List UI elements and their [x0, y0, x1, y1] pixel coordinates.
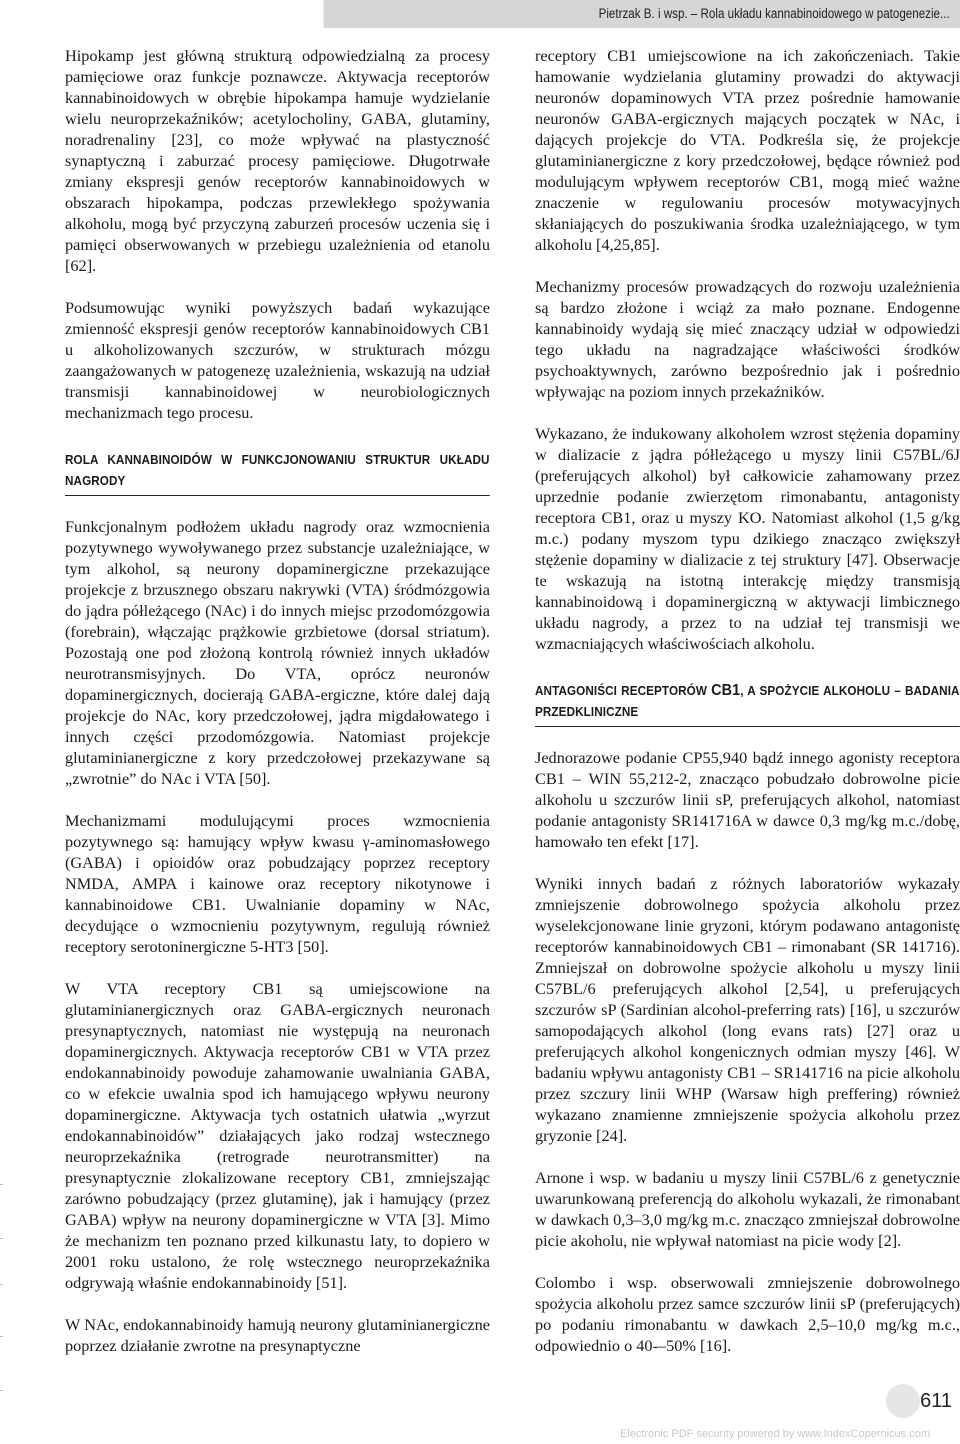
paragraph: Colombo i wsp. obserwowali zmniejszenie dobrowolnego spożycia alkoholu przez samce szczurów linii sP (preferujących) po podaniu rimonabantu w dawkach 2,5–10,0 mg/kg m.c., odpowiednio o 40-–50% [16].	[535, 1273, 960, 1355]
right-column	[535, 45, 960, 1356]
paragraph: Arnone i wsp. w badaniu u myszy linii C57BL/6 z genetycznie uwarunkowaną preferencją do alkoholu wykazali, że rimonabant w dawkach 0,3–3,0 mg/kg m.c. znacząco zmniejszał dobrowolne picie akoholu, nie wpływał natomiast na picie wody [2].	[535, 1168, 960, 1250]
paragraph: Hipokamp jest główną strukturą odpowiedzialną za procesy pamięciowe oraz funkcje poznawcze. Aktywacja receptorów kannabinoidowych w obrębie hipokampa hamuje wydzielanie wielu neuroprzekaźników; acetylocholiny, GABA, glutaminy, noradrenaliny [23], co może wpływać na plastyczność synaptyczną i zaburzać procesy pamięciowe. Długotrwałe zmiany ekspresji genów receptorów kannabinoidowych w obszarach hipokampa, podczas przewlekłego spożywania alkoholu, mogą być przyczyną zaburzeń procesów uczenia się i pamięci obserwowanych w przebiegu uzależnienia od etanolu [62].	[65, 46, 490, 275]
heading-part: CB1	[711, 682, 741, 699]
edge-mark	[0, 1284, 3, 1285]
edge-mark	[0, 1390, 3, 1391]
paragraph: W VTA receptory CB1 są umiejscowione na glutaminianergicznych oraz GABA-ergicznych neuronach presynaptycznych, natomiast nie występują na neuronach dopaminergicznych. Aktywacja receptorów CB1 w VTA przez endokannabinoidy powoduje zahamowanie uwalniania GABA, co w efekcie uwalnia spod ich hamującego wpływu neurony dopaminergiczne. Aktywacja tych ostatnich ułatwia „wyrzut endokannabinoidów” działających jako rodzaj wstecznego neuroprzekaźnika (retrograde neurotransmitter) na presynaptycznie zlokalizowane receptory CB1, zmniejszając zarówno pobudzający (przez glutaminę), jak i hamujący (przez GABA) wpływ na neurony dopaminergiczne w VTA [3]. Mimo że mechanizm ten poznano przed kilkunastu laty, to dopiero w 2001 roku ustalono, że rolę wstecznego neuroprzekaźnika odgrywają właśnie endokannabinoidy [51].	[65, 979, 490, 1292]
heading-part: ANTAGONIŚCI RECEPTORÓW	[535, 683, 712, 698]
section-heading	[535, 680, 960, 727]
running-head: Pietrzak B. i wsp. – Rola układu kannabinoidowego w patogenezie...	[324, 0, 960, 28]
paragraph: Mechanizmami modulującymi proces wzmocnienia pozytywnego są: hamujący wpływ kwasu γ-aminomasłowego (GABA) i opioidów oraz pobudzający poprzez receptory NMDA, AMPA i kainowe oraz receptory nikotynowe i kannabinoidowe CB1. Uwalnianie dopaminy w NAc, decydujące o wzmocnieniu pozytywnym, regulują również receptory serotoninergiczne 5-HT3 [50].	[65, 811, 490, 956]
section-heading: ROLA KANNABINOIDÓW W FUNKCJONOWANIU STRUKTUR UKŁADU NAGRODY	[65, 449, 490, 496]
edge-mark	[0, 1238, 3, 1239]
edge-mark	[0, 1336, 3, 1337]
paragraph: W NAc, endokannabinoidy hamują neurony glutaminianergiczne poprzez działanie zwrotne na presynaptyczne	[65, 1315, 490, 1355]
paragraph: Wyniki innych badań z różnych laboratoriów wykazały zmniejszenie dobrowolnego spożycia alkoholu przez wyselekcjonowane linie gryzoni, którym podawano antagonistę receptorów kannabinoidowych CB1 – rimonabant (SR 141716). Zmniejszał on dobrowolne spożycie alkoholu u myszy linii C57BL/6 preferujących alkohol [2,54], u preferujących szczurów sP (Sardinian alcohol-preferring rats) [16], u szczurów samopodających alkohol (long evans rats) [27] oraz u preferujących alkohol kongenicznych odmian myszy [46]. W badaniu wpływu antagonisty CB1 – SR141716 na picie alkoholu przez szczury linii WHP (Warsaw high preffering) również wykazano znamienne zmniejszenie spożycia alkoholu przez gryzonie [24].	[535, 874, 960, 1145]
paragraph: Podsumowując wyniki powyższych badań wykazujące zmienność ekspresji genów receptorów kannabinoidowych CB1 u alkoholizowanych szczurów, w strukturach mózgu zaangażowanych w patogenezę uzależnienia, wskazują na udział transmisji kannabinoidowej w neurobiologicznych mechanizmach tego procesu.	[65, 298, 490, 422]
paragraph: Jednorazowe podanie CP55,940 bądź innego agonisty receptora CB1 – WIN 55,212-2, znacząco pobudzało dobrowolne picie alkoholu u szczurów linii sP, preferujących alkohol, natomiast podanie antagonisty SR141716A w dawce 0,3 mg/kg m.c./dobę, hamowało ten efekt [17].	[535, 748, 960, 851]
paragraph: Wykazano, że indukowany alkoholem wzrost stężenia dopaminy w dializacie z jądra półleżącego u myszy linii C57BL/6J (preferujących alkohol) był całkowicie zahamowany przez uprzednie podanie zwierzętom rimonabantu, antagonisty receptora CB1, oraz u myszy KO. Natomiast alkohol (1,5 g/kg m.c.) podany myszom typu dzikiego znacząco zwiększył stężenie dopaminy w dializacie z tej struktury [47]. Obserwacje te wskazują na istotną interakcję między transmisją kannabinoidową i dopaminergiczną w aktywacji limbicznego układu nagrody, a przez to na udział tej transmisji we wzmacniających właściwościach alkoholu.	[535, 424, 960, 653]
page-number: 611	[920, 1390, 952, 1412]
left-column	[65, 45, 490, 1356]
watermark: Electronic PDF security powered by www.IndexCopernicus.com	[620, 1428, 930, 1440]
paragraph: Mechanizmy procesów prowadzących do rozwoju uzależnienia są bardzo złożone i wciąż za mało poznane. Endogenne kannabinoidy wydają się mieć znaczący udział w odpowiedzi tego układu na nagradzające właściwości środków psychoaktywnych, zarówno bezpośrednio jak i pośrednio wpływając na poziom innych przekaźników.	[535, 277, 960, 401]
paragraph: Funkcjonalnym podłożem układu nagrody oraz wzmocnienia pozytywnego wywoływanego przez substancje uzależniające, w tym alkohol, są neurony dopaminergiczne przekazujące projekcje z brzusznego obszaru nakrywki (VTA) śródmózgowia do jądra półleżącego (NAc) i do innych miejsc przodomózgowia (forebrain), włączając prążkowie grzbietowe (dorsal striatum). Pozostają one pod złożoną kontrolą również innych układów neurotransmisyjnych. Do VTA, oprócz neuronów dopaminergicznych, docierają GABA-ergiczne, które dalej dają projekcje do NAc, kory przedczołowej, jądra migdałowatego i innych części przodomózgowia. Natomiast projekcje glutaminianergiczne z kory przedczołowej przekazywane są „zwrotnie” do NAc i VTA [50].	[65, 517, 490, 788]
paragraph: receptory CB1 umiejscowione na ich zakończeniach. Takie hamowanie wydzielania glutaminy prowadzi do aktywacji neuronów dopaminowych VTA przez pośrednie hamowanie neuronów GABA-ergicznych mających początek w NAc, i dających projekcje do VTA. Podkreśla się, że projekcje glutaminianergiczne z kory przedczołowej, będące również pod modulującym wpływem receptorów CB1, mogą mieć ważne znaczenie w regulowaniu procesów motywacyjnych skłaniających do poszukiwania środka uzależniającego, w tym alkoholu [4,25,85].	[535, 46, 960, 254]
heading-part: , A SPOŻYCIE ALKOHOLU – BADANIA PRZEDKLINICZNE	[535, 683, 960, 719]
edge-mark	[0, 1184, 3, 1185]
page-number-badge	[886, 1384, 920, 1418]
